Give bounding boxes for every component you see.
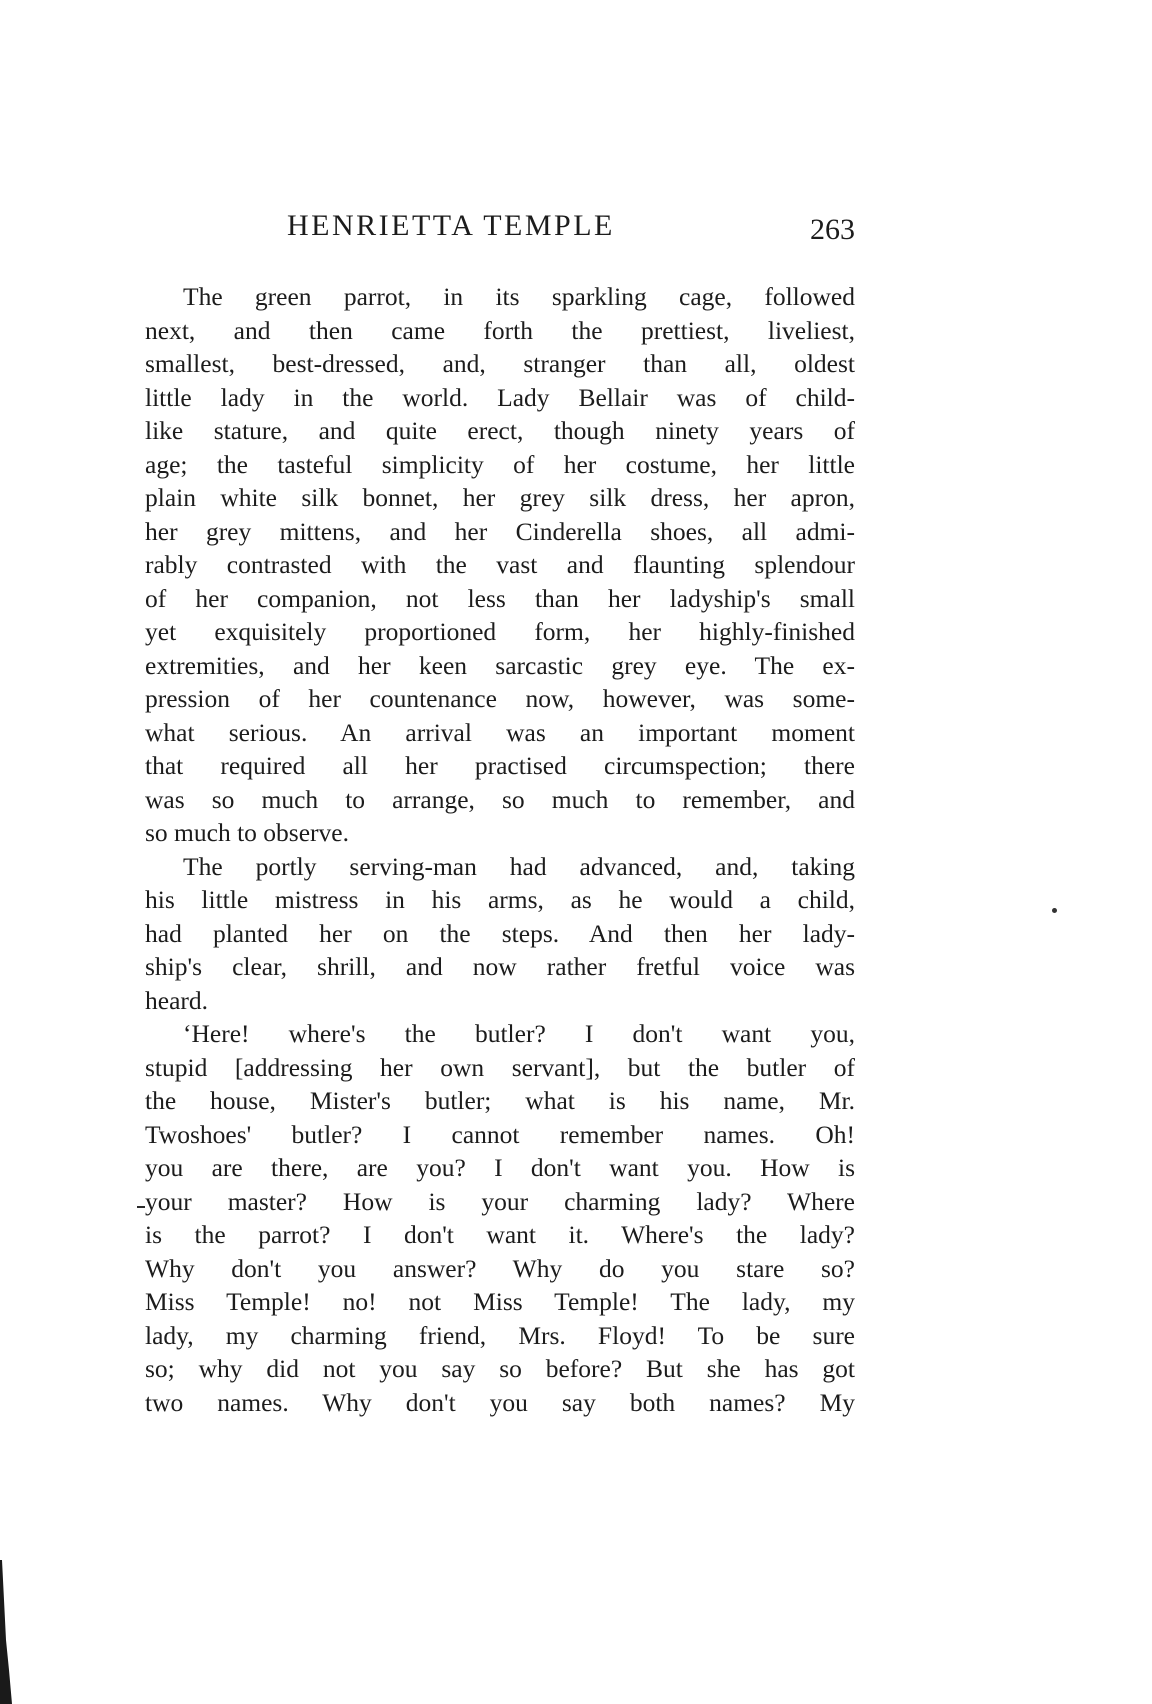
text-line: your master? How is your charming lady? Where [145,1186,855,1216]
text-line: plain white silk bonnet, her grey silk dress, her apron, [145,483,855,512]
text-line: The portly serving-man had advanced, and, taking [183,851,855,881]
text-line: lady, my charming friend, Mrs. Floyd! To be sure [145,1320,855,1350]
text-line: is the parrot? I don't want it. Where's the lady? [145,1220,855,1249]
text-line: had planted her on the steps. And then her lady- [145,918,855,948]
text-line: rably contrasted with the vast and flaunting splendour [145,550,855,579]
text-line: the house, Mister's butler; what is his name, Mr. [145,1086,855,1115]
text-line: his little mistress in his arms, as he would a child, [145,885,855,914]
text-line: stupid [addressing her own servant], but the butler of [145,1052,855,1082]
running-title: HENRIETTA TEMPLE [287,209,615,242]
text-line: ship's clear, shrill, and now rather fretful voice was [145,952,855,981]
text-line: heard. [145,985,209,1015]
text-line: was so much to arrange, so much to remember, and [145,784,855,814]
text-line: like stature, and quite erect, though ninety years of [145,416,855,445]
text-line: smallest, best-dressed, and, stranger than all, oldest [145,349,855,378]
text-line: Twoshoes' butler? I cannot remember names. Oh! [145,1119,855,1149]
text-line: two names. Why don't you say both names? My [145,1387,855,1417]
text-line: age; the tasteful simplicity of her costume, her little [145,449,855,479]
paragraph-3 [145,1017,855,1419]
text-line: so much to observe. [145,818,349,847]
page-number: 263 [810,213,855,246]
text-line: Miss Temple! no! not Miss Temple! The lady, my [145,1287,855,1316]
body-text [145,280,855,1419]
text-line: extremities, and her keen sarcastic grey eye. The ex- [145,650,855,680]
paragraph-1 [145,280,855,850]
paragraph-2 [145,850,855,1018]
ink-speck [1052,908,1057,913]
running-head [145,206,855,246]
text-line: you are there, are you? I don't want you. How is [145,1153,855,1182]
text-line: so; why did not you say so before? But she has got [145,1354,855,1383]
text-line: her grey mittens, and her Cinderella shoes, all admi- [145,516,855,546]
text-line: pression of her countenance now, however, was some- [145,684,855,713]
text-line: of her companion, not less than her ladyship's small [145,583,855,613]
text-line: next, and then came forth the prettiest, liveliest, [145,315,855,345]
text-line: that required all her practised circumspection; there [145,751,855,780]
text-line: yet exquisitely proportioned form, her highly-finished [145,617,855,646]
text-line: what serious. An arrival was an important moment [145,717,855,747]
text-line: ‘Here! where's the butler? I don't want you, [183,1019,855,1048]
binding-edge-shadow [0,1560,14,1704]
text-line: Why don't you answer? Why do you stare so? [145,1253,855,1283]
margin-dash-mark [137,1206,145,1208]
text-line: The green parrot, in its sparkling cage, followed [183,282,855,311]
text-line: little lady in the world. Lady Bellair was of child- [145,382,855,412]
